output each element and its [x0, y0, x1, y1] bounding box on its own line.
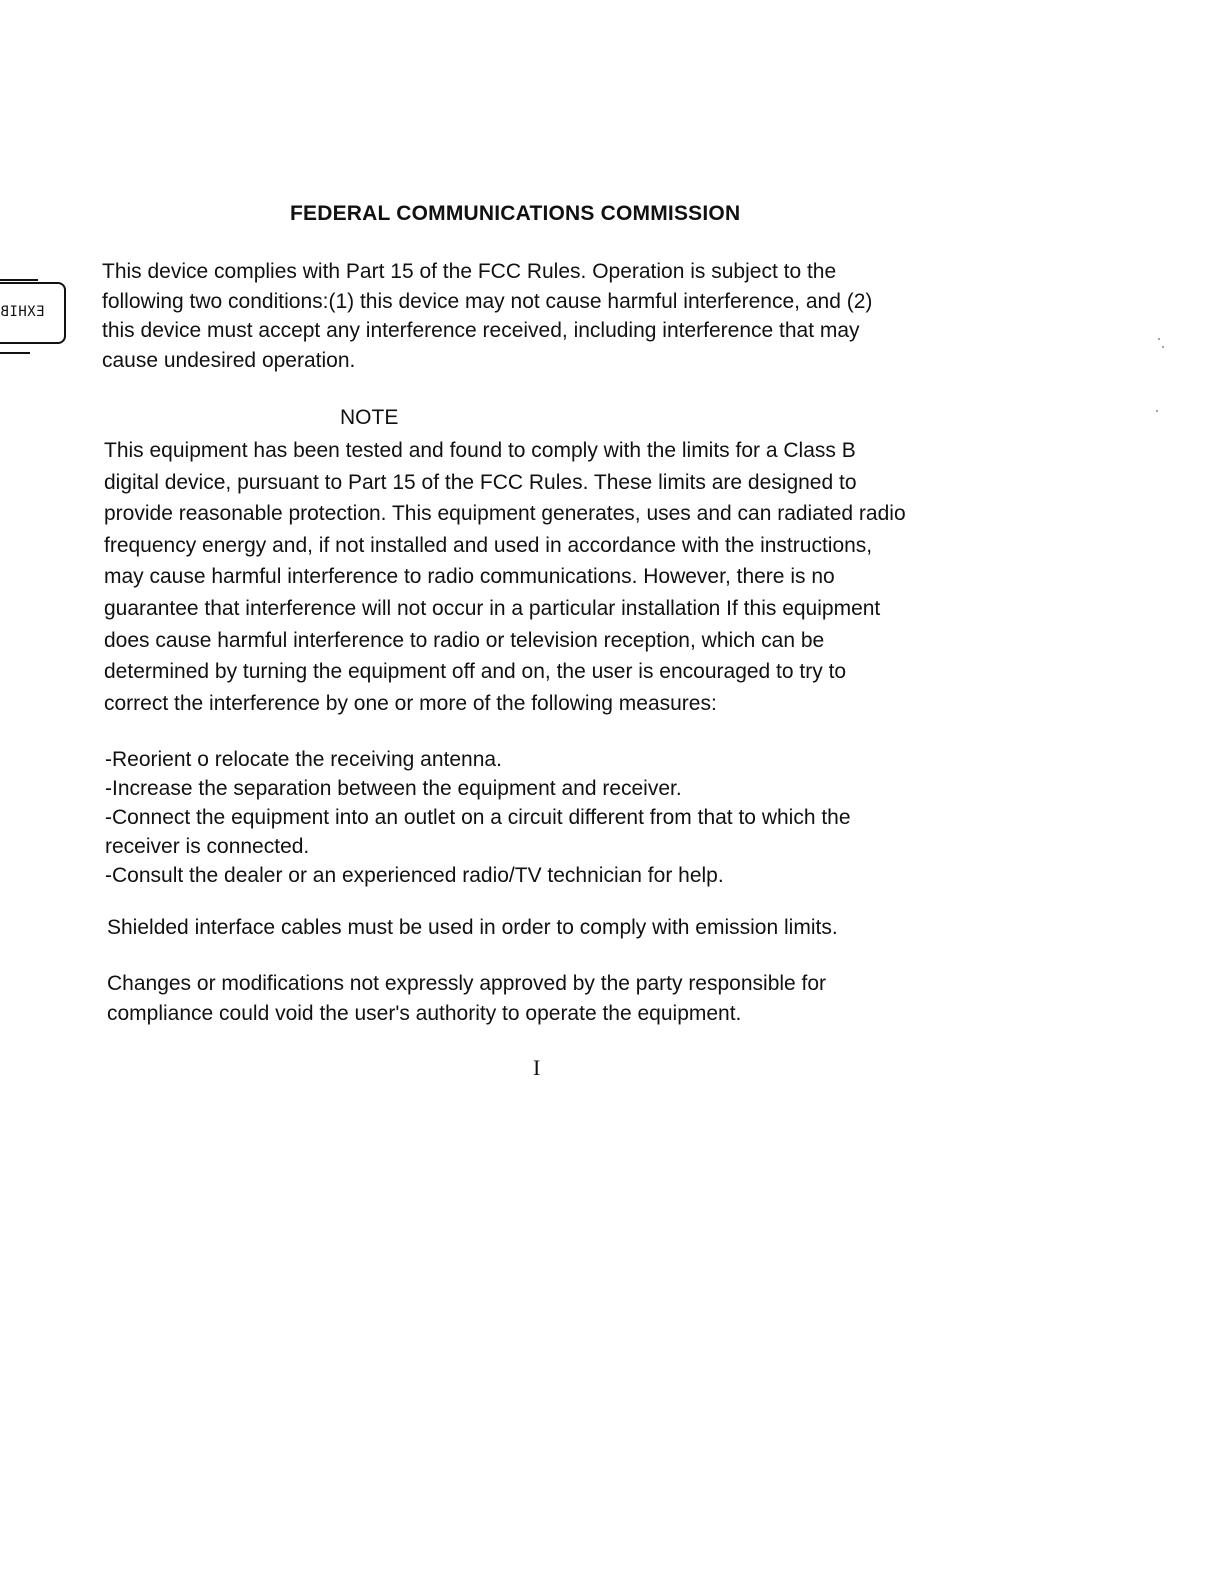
text-line: guarantee that interference will not occur in a particular installation If this equipment — [104, 596, 881, 620]
text-line: correct the interference by one or more of the following measures: — [104, 691, 717, 715]
text-line: This equipment has been tested and found to comply with the limits for a Class B — [104, 439, 856, 462]
text-line: following two conditions:(1) this device may not cause harmful interference, and (2) — [102, 289, 873, 313]
text-line: compliance could void the user's authority to operate the equipment. — [107, 1001, 742, 1025]
list-item: -Reorient o relocate the receiving antenna. — [105, 748, 502, 771]
list-item: -Consult the dealer or an experienced radio/TV technician for help. — [105, 864, 724, 887]
page-number: I — [533, 1055, 541, 1080]
note-heading: NOTE — [340, 406, 399, 429]
changes-paragraph — [107, 969, 826, 1028]
page-title: FEDERAL COMMUNICATIONS COMMISSION — [290, 202, 741, 225]
text-line: this device must accept any interference received, including interference that may — [102, 319, 860, 342]
text-line: This device complies with Part 15 of the FCC Rules. Operation is subject to the — [102, 260, 837, 283]
exhibit-tab-line-bottom — [0, 352, 30, 354]
text-line: digital device, pursuant to Part 15 of the FCC Rules. These limits are designed to — [104, 470, 857, 494]
exhibit-tab-line-top — [0, 279, 38, 281]
text-line: Shielded interface cables must be used in order to comply with emission limits. — [107, 916, 838, 939]
list-item: -Connect the equipment into an outlet on a circuit different from that to which the — [105, 806, 851, 829]
scan-speck — [1158, 338, 1160, 340]
text-line: does cause harmful interference to radio or television reception, which can be — [104, 628, 825, 652]
text-line: provide reasonable protection. This equipment generates, uses and can radiated radio — [104, 502, 906, 526]
text-line: may cause harmful interference to radio communications. However, there is no — [104, 565, 835, 589]
note-paragraph — [104, 435, 906, 719]
text-line: Changes or modifications not expressly approved by the party responsible for — [107, 972, 827, 995]
measures-list — [105, 745, 851, 890]
intro-paragraph — [102, 257, 872, 375]
exhibit-tab-label: EXHIB — [0, 304, 45, 320]
exhibit-tab — [0, 282, 66, 344]
text-line: determined by turning the equipment off and on, the user is encouraged to try to — [104, 660, 847, 684]
scan-speck — [1156, 410, 1158, 412]
scan-speck — [1162, 346, 1164, 348]
shielded-cables-paragraph — [107, 913, 838, 943]
text-line: cause undesired operation. — [102, 348, 356, 372]
list-item: -Increase the separation between the equipment and receiver. — [105, 777, 682, 800]
list-item: receiver is connected. — [105, 835, 310, 858]
text-line: frequency energy and, if not installed and used in accordance with the instructions, — [104, 533, 873, 557]
